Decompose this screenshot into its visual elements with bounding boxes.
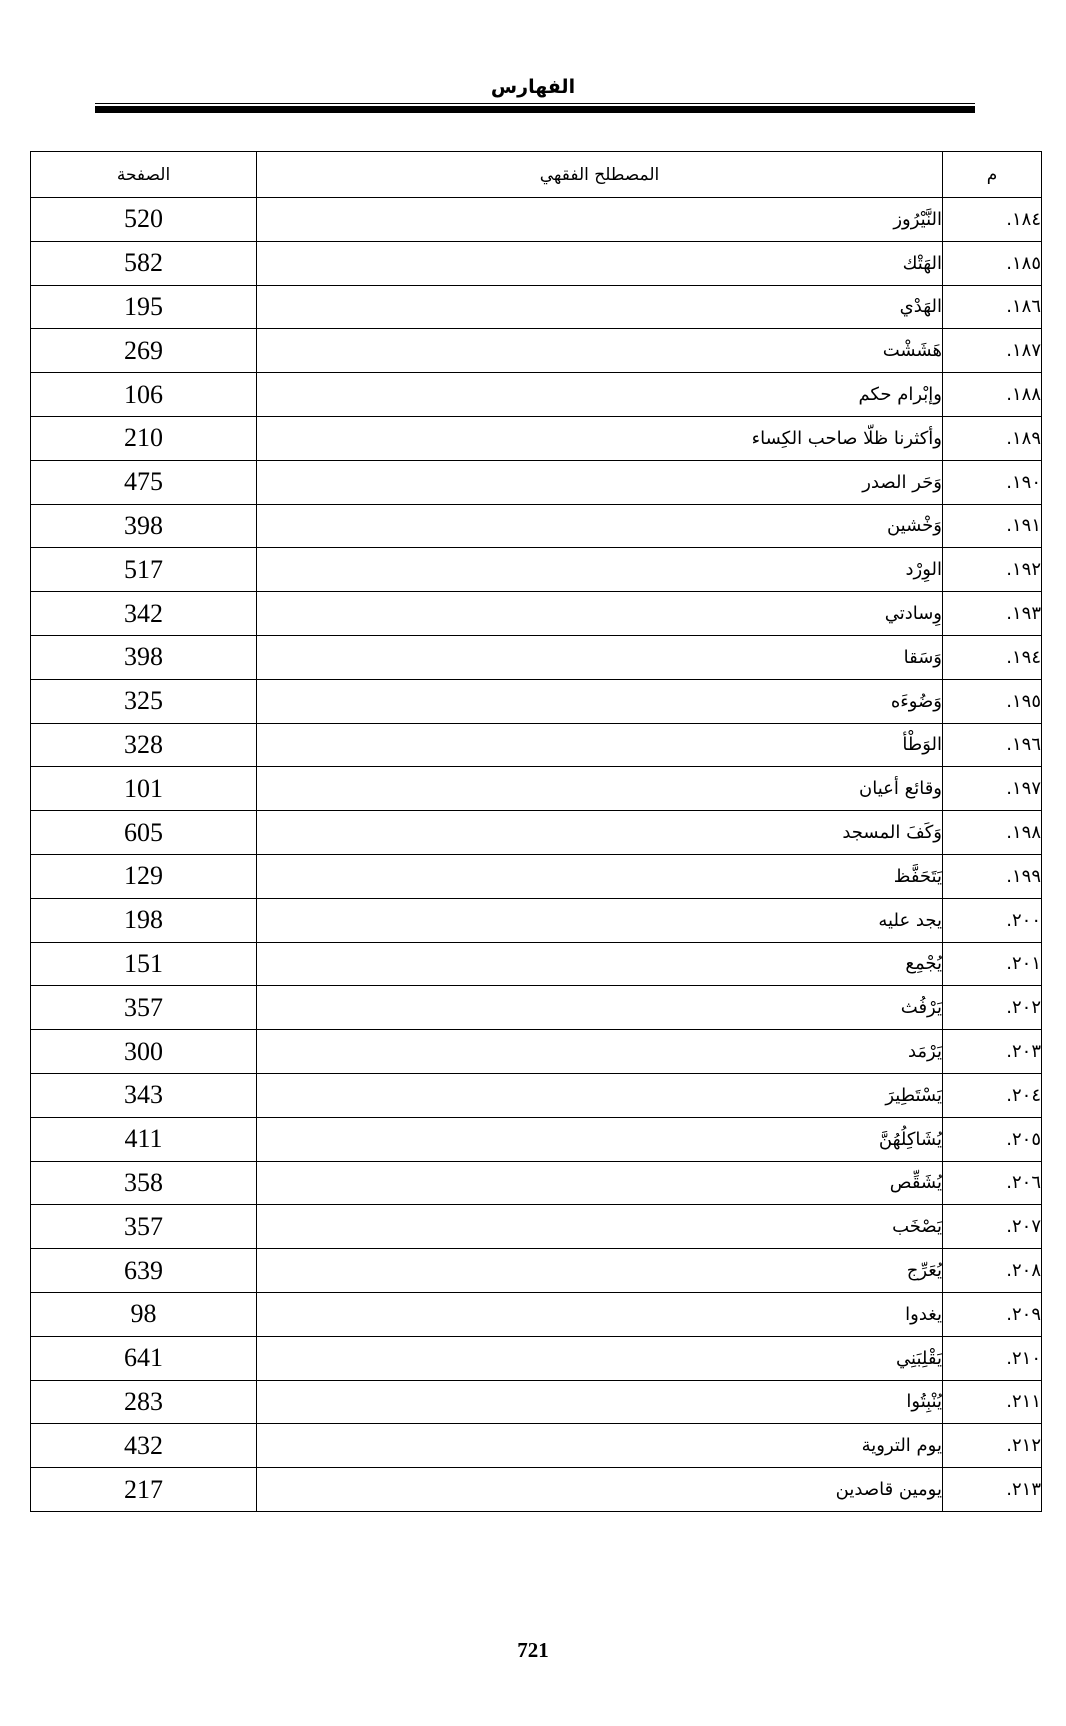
table-row: [31, 504, 1042, 548]
term-cell: يَقْلِبَنِي: [257, 1336, 943, 1380]
table-row: [31, 460, 1042, 504]
term-cell: الوَطْأ: [257, 723, 943, 767]
row-number-cell: ٢١٢.: [943, 1424, 1042, 1468]
row-number-cell: ٢٠٥.: [943, 1117, 1042, 1161]
row-number-cell: ٢٠٩.: [943, 1292, 1042, 1336]
term-cell: يَصْخَب: [257, 1205, 943, 1249]
page-cell: 641: [31, 1336, 257, 1380]
page-cell: 398: [31, 504, 257, 548]
page-cell: 106: [31, 373, 257, 417]
term-cell: يُنْبِتُوا: [257, 1380, 943, 1424]
term-cell: وَسَقا: [257, 635, 943, 679]
column-header-term: المصطلح الفقهي: [257, 152, 943, 198]
row-number-cell: ٢٠١.: [943, 942, 1042, 986]
table-row: [31, 854, 1042, 898]
row-number-cell: ٢٠٣.: [943, 1030, 1042, 1074]
term-cell: يَتَحَفَّظ: [257, 854, 943, 898]
page-cell: 217: [31, 1468, 257, 1512]
table-row: [31, 1073, 1042, 1117]
table-row: [31, 986, 1042, 1030]
page-cell: 342: [31, 592, 257, 636]
table-row: [31, 416, 1042, 460]
row-number-cell: ١٩٢.: [943, 548, 1042, 592]
term-cell: وأكثرنا ظلّا صاحب الكِساء: [257, 416, 943, 460]
term-cell: يُجْمِع: [257, 942, 943, 986]
term-cell: وَكَفَ المسجد: [257, 811, 943, 855]
term-cell: وَحَر الصدر: [257, 460, 943, 504]
term-cell: الوِرْد: [257, 548, 943, 592]
page-cell: 210: [31, 416, 257, 460]
table-row: [31, 1030, 1042, 1074]
row-number-cell: ٢٠٠.: [943, 898, 1042, 942]
row-number-cell: ١٩١.: [943, 504, 1042, 548]
table-row: [31, 1205, 1042, 1249]
page-cell: 151: [31, 942, 257, 986]
table-row: [31, 679, 1042, 723]
table-row: [31, 811, 1042, 855]
row-number-cell: ١٨٨.: [943, 373, 1042, 417]
page-cell: 475: [31, 460, 257, 504]
page-cell: 269: [31, 329, 257, 373]
table-row: [31, 723, 1042, 767]
page-cell: 343: [31, 1073, 257, 1117]
term-cell: يُشَقِّص: [257, 1161, 943, 1205]
column-header-num: م: [943, 152, 1042, 198]
page-cell: 101: [31, 767, 257, 811]
table-row: [31, 1380, 1042, 1424]
term-cell: وإبْرام حكم: [257, 373, 943, 417]
table-row: [31, 1117, 1042, 1161]
row-number-cell: ٢١٠.: [943, 1336, 1042, 1380]
row-number-cell: ١٨٤.: [943, 198, 1042, 242]
term-cell: يَسْتَطِيرَ: [257, 1073, 943, 1117]
table-header-row: [31, 152, 1042, 198]
row-number-cell: ٢٠٧.: [943, 1205, 1042, 1249]
terms-index-table: [30, 151, 1042, 1512]
term-cell: هَشَشْت: [257, 329, 943, 373]
page-cell: 605: [31, 811, 257, 855]
table-row: [31, 1424, 1042, 1468]
row-number-cell: ٢٠٦.: [943, 1161, 1042, 1205]
table-row: [31, 373, 1042, 417]
row-number-cell: ١٩٥.: [943, 679, 1042, 723]
row-number-cell: ١٩٩.: [943, 854, 1042, 898]
page-cell: 283: [31, 1380, 257, 1424]
row-number-cell: ٢٠٢.: [943, 986, 1042, 1030]
table-row: [31, 635, 1042, 679]
running-header: الفهارس: [490, 76, 576, 98]
table-row: [31, 241, 1042, 285]
row-number-cell: ١٨٧.: [943, 329, 1042, 373]
term-cell: النَّيْرُوز: [257, 198, 943, 242]
row-number-cell: ١٩٣.: [943, 592, 1042, 636]
table-row: [31, 1468, 1042, 1512]
term-cell: يَرْفُث: [257, 986, 943, 1030]
page-cell: 129: [31, 854, 257, 898]
page-cell: 358: [31, 1161, 257, 1205]
row-number-cell: ٢١٣.: [943, 1468, 1042, 1512]
row-number-cell: ١٨٥.: [943, 241, 1042, 285]
row-number-cell: ١٩٧.: [943, 767, 1042, 811]
page-cell: 639: [31, 1249, 257, 1293]
page-cell: 517: [31, 548, 257, 592]
row-number-cell: ١٩٤.: [943, 635, 1042, 679]
row-number-cell: ١٩٦.: [943, 723, 1042, 767]
term-cell: يغدوا: [257, 1292, 943, 1336]
term-cell: يُعَرِّج: [257, 1249, 943, 1293]
page-cell: 432: [31, 1424, 257, 1468]
table-row: [31, 592, 1042, 636]
row-number-cell: ١٨٦.: [943, 285, 1042, 329]
term-cell: يُشَاكِلُهُنَّ: [257, 1117, 943, 1161]
column-header-page: الصفحة: [31, 152, 257, 198]
table-row: [31, 548, 1042, 592]
term-cell: يوم التروية: [257, 1424, 943, 1468]
page-cell: 520: [31, 198, 257, 242]
page-cell: 198: [31, 898, 257, 942]
header-rule-thin: [95, 103, 975, 104]
table-row: [31, 198, 1042, 242]
header-rule-thick: [95, 106, 975, 113]
term-cell: يَرْمَد: [257, 1030, 943, 1074]
table-row: [31, 1249, 1042, 1293]
term-cell: وَضُوءَه: [257, 679, 943, 723]
row-number-cell: ٢١١.: [943, 1380, 1042, 1424]
term-cell: وِسادتي: [257, 592, 943, 636]
page-cell: 357: [31, 986, 257, 1030]
page-cell: 398: [31, 635, 257, 679]
page-cell: 357: [31, 1205, 257, 1249]
term-cell: الهَدْي: [257, 285, 943, 329]
term-cell: يجد عليه: [257, 898, 943, 942]
table-row: [31, 1161, 1042, 1205]
table-row: [31, 942, 1042, 986]
row-number-cell: ٢٠٤.: [943, 1073, 1042, 1117]
page-cell: 328: [31, 723, 257, 767]
row-number-cell: ١٨٩.: [943, 416, 1042, 460]
page-cell: 411: [31, 1117, 257, 1161]
page-cell: 325: [31, 679, 257, 723]
page-cell: 195: [31, 285, 257, 329]
page-cell: 98: [31, 1292, 257, 1336]
table-row: [31, 329, 1042, 373]
table-row: [31, 767, 1042, 811]
term-cell: وَخْشين: [257, 504, 943, 548]
table-row: [31, 1336, 1042, 1380]
page-cell: 300: [31, 1030, 257, 1074]
term-cell: يومين قاصدين: [257, 1468, 943, 1512]
row-number-cell: ١٩٠.: [943, 460, 1042, 504]
page-number: 721: [517, 1638, 549, 1662]
row-number-cell: ١٩٨.: [943, 811, 1042, 855]
page-cell: 582: [31, 241, 257, 285]
term-cell: الهَتْك: [257, 241, 943, 285]
term-cell: وقائع أعيان: [257, 767, 943, 811]
table-row: [31, 898, 1042, 942]
table-row: [31, 285, 1042, 329]
row-number-cell: ٢٠٨.: [943, 1249, 1042, 1293]
table-row: [31, 1292, 1042, 1336]
